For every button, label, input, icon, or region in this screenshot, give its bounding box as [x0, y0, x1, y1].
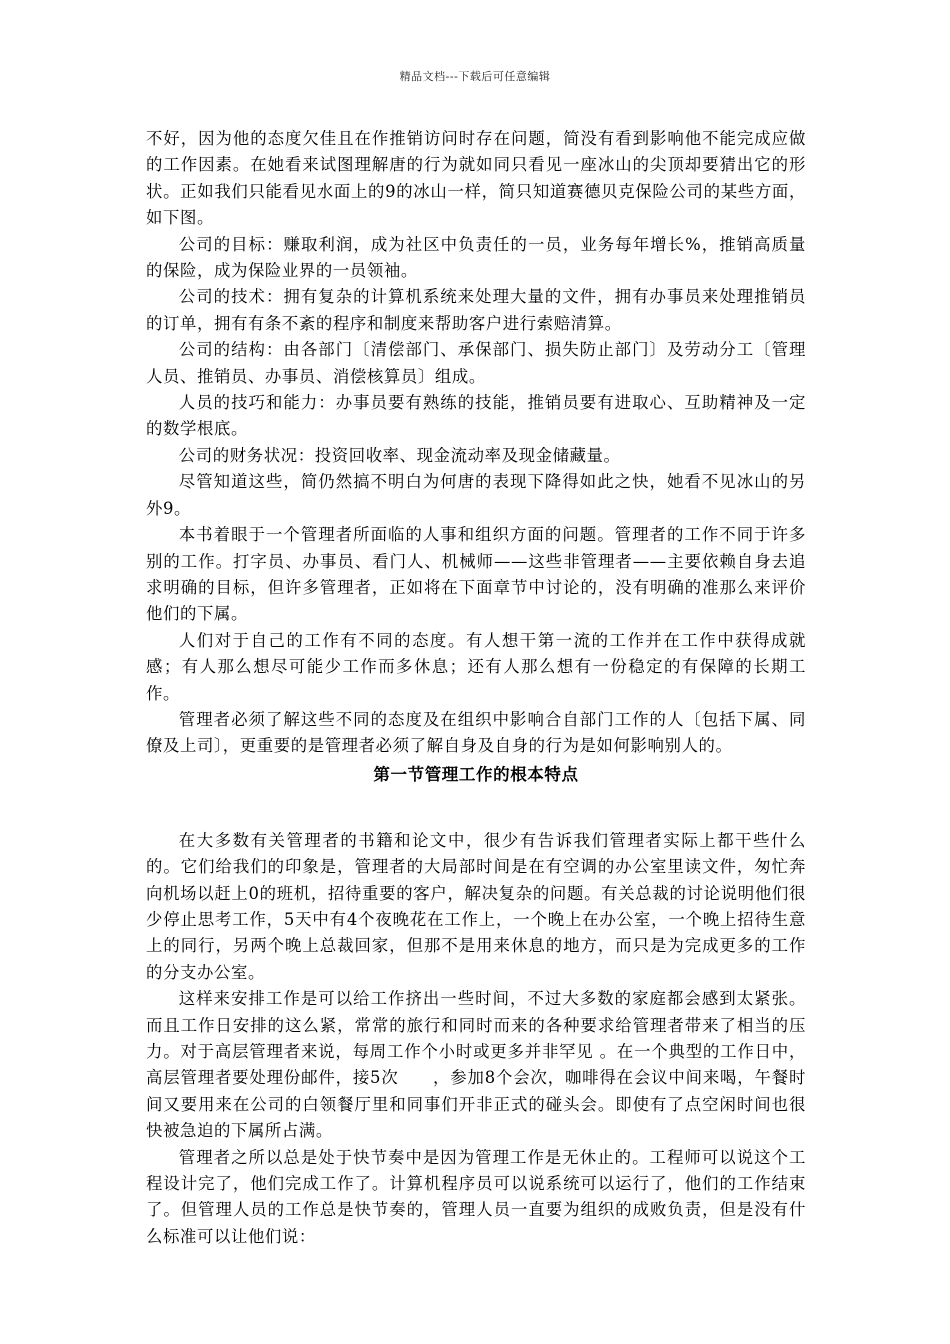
paragraph: 尽管知道这些，简仍然搞不明白为何唐的表现下降得如此之快，她看不见冰山的另外9。 — [146, 472, 806, 518]
paragraph: 公司的财务状况：投资回收率、现金流动率及现金储藏量。 — [178, 445, 621, 465]
section-title: 第一节管理工作的根本特点 — [373, 764, 579, 784]
paragraph: 人员的技巧和能力：办事员要有熟练的技能，推销员要有进取心、互助精神及一定的数学根底。 — [146, 393, 806, 439]
paragraph: 不好，因为他的态度欠佳且在作推销访问时存在问题，简没有看到影响他不能完成应做的工作因素。在她看来试图理解唐的行为就如同只看见一座冰山的尖顶却要猜出它的形状。正如我们只能看见水面上的9的冰山一样，简只知道赛德贝克保险公司的某些方面，如下图。 — [146, 129, 806, 228]
paragraph: 公司的目标：赚取利润，成为社区中负责任的一员，业务每年增长%，推销高质量的保险，成为保险业界的一员领袖。 — [146, 234, 806, 281]
paragraph: 本书着眼于一个管理者所面临的人事和组织方面的问题。管理者的工作不同于许多别的工作。打字员、办事员、看门人、机械师——这些非管理者——主要依赖自身去追求明确的目标，但许多管理者，正如将在下面章节中讨论的，没有明确的准那么来评价他们的下属。 — [146, 525, 806, 624]
page-header: 精品文档---下载后可任意编辑 — [399, 70, 551, 83]
paragraph: 公司的结构：由各部门〔清偿部门、承保部门、损失防止部门〕及劳动分工〔管理人员、推销员、办事员、消偿核算员〕组成。 — [146, 340, 806, 386]
paragraph: 在大多数有关管理者的书籍和论文中，很少有告诉我们管理者实际上都干些什么的。它们给我们的印象是，管理者的大局部时间是在有空调的办公室里读文件，匆忙奔向机场以赶上0的班机，招待重要的客户，解决复杂的问题。有关总裁的讨论说明他们很少停止思考工作，5天中有4个夜晚花在工作上，一个晚上在办公室，一个晚上招待生意上的同行，另两个晚上总裁回家，但那不是用来休息的地方，而只是为完成更多的工作的分支办公室。 — [146, 830, 806, 982]
paragraph: 管理者之所以总是处于快节奏中是因为管理工作是无休止的。工程师可以说这个工程设计完了，他们完成工作了。计算机程序员可以说系统可以运行了，他们的工作结束了。但管理人员的工作总是快节奏的，管理人员一直要为组织的成败负责，但是没有什么标准可以让他们说： — [146, 1147, 806, 1246]
paragraph: 公司的技术：拥有复杂的计算机系统来处理大量的文件，拥有办事员来处理推销员的订单，拥有有条不紊的程序和制度来帮助客户进行索赔清算。 — [146, 287, 806, 333]
paragraph: 管理者必须了解这些不同的态度及在组织中影响合自部门工作的人〔包括下属、同僚及上司〕，更重要的是管理者必须了解自身及自身的行为是如何影响别人的。 — [146, 709, 806, 756]
paragraph: 这样来安排工作是可以给工作挤出一些时间，不过大多数的家庭都会感到太紧张。而且工作日安排的这么紧，常常的旅行和同时而来的各种要求给管理者带来了相当的压力。对于高层管理者来说，每周工作个小时或更多并非罕见 。在一个典型的工作日中，高层管理者要处理份邮件，接5次 ，参加8个会次，咖啡得在会议中间来喝，午餐时间又要用来在公司的白领餐厅里和同事们开非正式的碰头会。即使有了点空闲时间也很快被急迫的下属所占满。 — [146, 989, 806, 1141]
paragraph: 人们对于自己的工作有不同的态度。有人想干第一流的工作并在工作中获得成就感；有人那么想尽可能少工作而多休息；还有人那么想有一份稳定的有保障的长期工作。 — [146, 630, 806, 703]
document-body — [146, 126, 806, 1250]
